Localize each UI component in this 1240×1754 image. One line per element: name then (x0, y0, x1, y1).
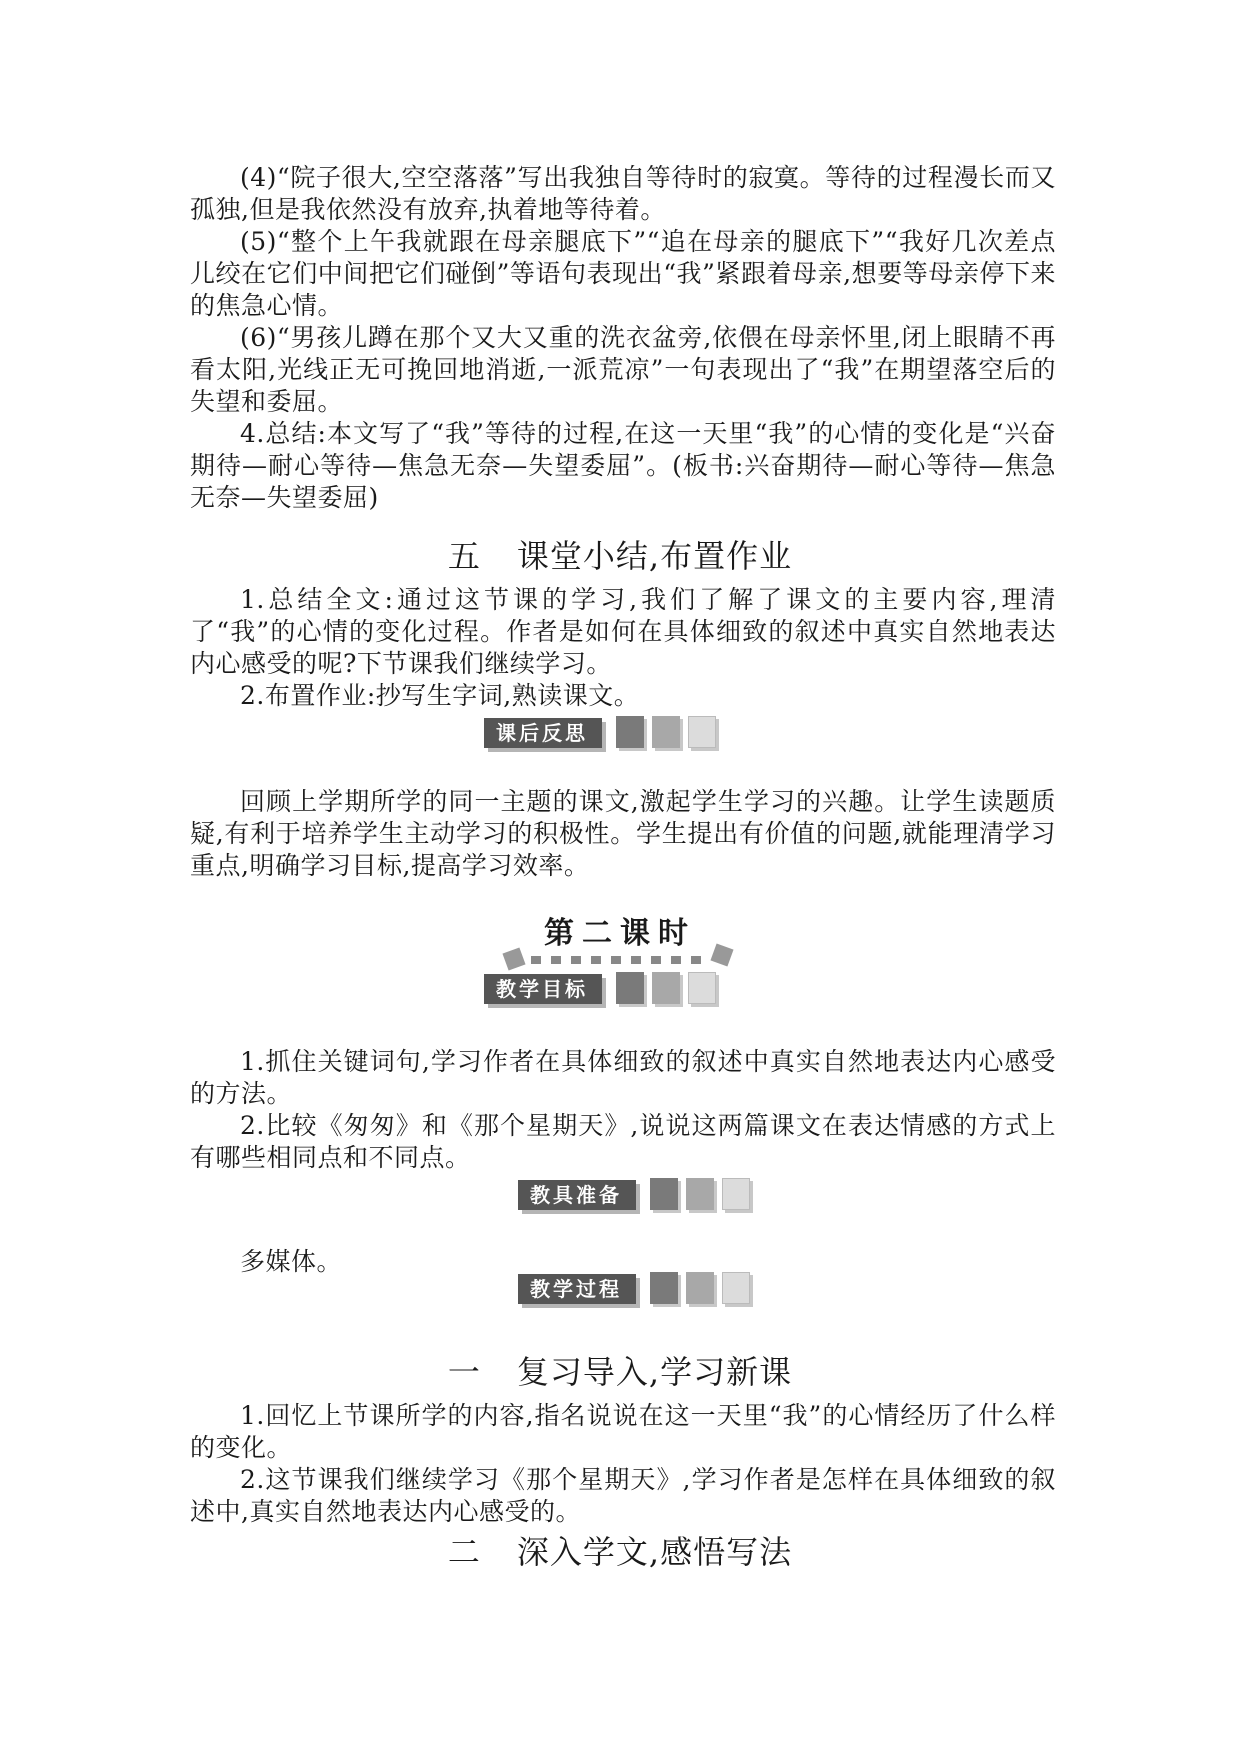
badge-goals (484, 968, 724, 1004)
divider-dot (671, 956, 681, 964)
reflection-body (190, 786, 1056, 882)
badge-label: 教学过程 (518, 1274, 636, 1304)
reflection-text: 回顾上学期所学的同一主题的课文,激起学生学习的兴趣。让学生读题质疑,有利于培养学生主动学习的积极性。学生提出有价值的问题,就能理清学习重点,明确学习目标,提高学习效率。 (190, 787, 1056, 880)
review-point: 1.回忆上节课所学的内容,指名说说在这一天里“我”的心情经历了什么样的变化。 (190, 1401, 1056, 1462)
badge-square-icon (688, 716, 716, 748)
badge-square-icon (652, 972, 680, 1004)
section-5-body (190, 584, 1056, 712)
section-number: 五 (447, 537, 481, 575)
badge-square-icon (686, 1178, 714, 1210)
lesson-title: 第二课时 (544, 916, 696, 951)
tools-text: 多媒体。 (240, 1247, 343, 1276)
badge-process (518, 1268, 758, 1304)
paragraph-4: (4)“院子很大,空空落落”写出我独自等待时的寂寞。等待的过程漫长而又孤独,但是我依然没有放弃,执着地等待着。 (190, 163, 1056, 224)
badge-square-icon (650, 1272, 678, 1304)
divider-dot (651, 956, 661, 964)
lesson-2-heading (0, 908, 1240, 952)
section-title-1 (0, 1352, 1240, 1392)
section-number: 一 (447, 1353, 481, 1391)
summary-paragraph: 4.总结:本文写了“我”等待的过程,在这一天里“我”的心情的变化是“兴奋期待—耐心等待—焦急无奈—失望委屈”。(板书:兴奋期待—耐心等待—焦急无奈—失望委屈) (190, 419, 1056, 512)
goal-item: 1.抓住关键词句,学习作者在具体细致的叙述中真实自然地表达内心感受的方法。 (190, 1047, 1056, 1108)
divider-dot (571, 956, 581, 964)
badge-square-icon (616, 716, 644, 748)
analysis-paragraphs (190, 162, 1056, 514)
summary-point: 1.总结全文:通过这节课的学习,我们了解了课文的主要内容,理清了“我”的心情的变化过程。作者是如何在具体细致的叙述中真实自然地表达内心感受的呢?下节课我们继续学习。 (190, 585, 1056, 678)
badge-label: 教具准备 (518, 1180, 636, 1210)
section-number: 二 (447, 1533, 481, 1571)
divider-dot (691, 956, 701, 964)
divider-dot (611, 956, 621, 964)
badge-square-icon (688, 972, 716, 1004)
badge-square-icon (686, 1272, 714, 1304)
badge-square-icon (722, 1178, 750, 1210)
badge-label: 课后反思 (484, 718, 602, 748)
divider-dot (631, 956, 641, 964)
badge-square-icon (652, 716, 680, 748)
badge-square-icon (722, 1272, 750, 1304)
divider-dot (591, 956, 601, 964)
badge-square-icon (616, 972, 644, 1004)
badge-reflection (484, 712, 724, 748)
paragraph-5: (5)“整个上午我就跟在母亲腿底下”“追在母亲的腿底下”“我好几次差点儿绞在它们中间把它们碰倒”等语句表现出“我”紧跟着母亲,想要等母亲停下来的焦急心情。 (190, 227, 1056, 320)
homework-point: 2.布置作业:抄写生字词,熟读课文。 (240, 681, 640, 710)
badge-tools (518, 1174, 758, 1210)
lesson-divider (505, 948, 735, 970)
goals-body (190, 1046, 1056, 1174)
divider-dot (551, 956, 561, 964)
new-lesson-point: 2.这节课我们继续学习《那个星期天》,学习作者是怎样在具体细致的叙述中,真实自然地表达内心感受的。 (190, 1465, 1056, 1526)
section-title-5 (0, 536, 1240, 576)
paragraph-6: (6)“男孩儿蹲在那个又大又重的洗衣盆旁,依偎在母亲怀里,闭上眼睛不再看太阳,光线正无可挽回地消逝,一派荒凉”一句表现出了“我”在期望落空后的失望和委屈。 (190, 323, 1056, 416)
badge-square-icon (650, 1178, 678, 1210)
badge-label: 教学目标 (484, 974, 602, 1004)
section-heading: 深入学文,感悟写法 (516, 1533, 793, 1571)
divider-dot (531, 956, 541, 964)
section-heading: 课堂小结,布置作业 (516, 537, 793, 575)
section-1-body (190, 1400, 1056, 1528)
section-heading: 复习导入,学习新课 (516, 1353, 793, 1391)
section-title-2 (0, 1532, 1240, 1572)
goal-item: 2.比较《匆匆》和《那个星期天》,说说这两篇课文在表达情感的方式上有哪些相同点和不同点。 (190, 1111, 1056, 1172)
